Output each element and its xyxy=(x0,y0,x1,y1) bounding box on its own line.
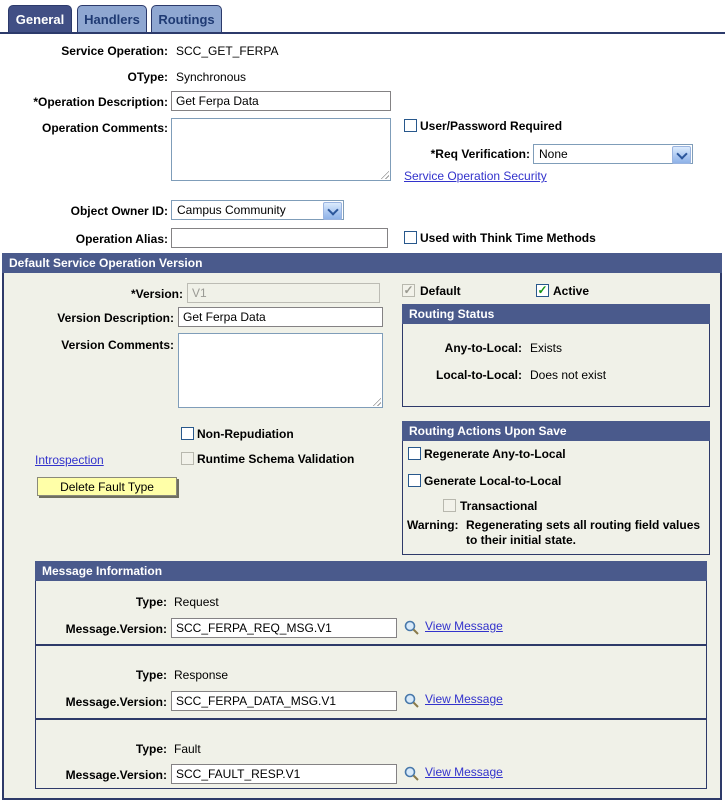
row-separator xyxy=(36,718,706,720)
view-message-link-request[interactable]: View Message xyxy=(425,619,503,633)
lookup-search-icon[interactable] xyxy=(404,620,419,636)
message-version-label: Message.Version: xyxy=(65,768,167,782)
default-checkbox xyxy=(402,284,415,297)
type-label: Type: xyxy=(135,668,167,682)
req-verification-dropdown[interactable] xyxy=(533,144,693,164)
object-owner-value: Campus Community xyxy=(177,203,286,217)
version-comments-label: Version Comments: xyxy=(61,338,174,352)
runtime-schema-checkbox xyxy=(181,452,194,465)
warning-text-line1: Regenerating sets all routing field values xyxy=(466,518,701,532)
default-version-header: Default Service Operation Version xyxy=(2,253,722,273)
object-owner-label: Object Owner ID: xyxy=(70,204,168,218)
local-to-local-label: Local-to-Local: xyxy=(436,368,522,382)
runtime-schema-label: Runtime Schema Validation xyxy=(197,452,355,466)
message-type-value: Fault xyxy=(174,742,201,756)
row-separator xyxy=(36,644,706,646)
tab-handlers[interactable] xyxy=(77,5,147,32)
version-description-label: Version Description: xyxy=(57,311,174,325)
message-version-label: Message.Version: xyxy=(65,622,167,636)
tab-general-label: General xyxy=(15,11,65,27)
dropdown-arrow-icon[interactable] xyxy=(323,202,342,220)
object-owner-dropdown[interactable] xyxy=(171,200,344,220)
default-label: Default xyxy=(420,284,461,298)
transactional-checkbox xyxy=(443,499,456,512)
transactional-label: Transactional xyxy=(460,499,538,513)
any-to-local-label: Any-to-Local: xyxy=(444,341,522,355)
resize-handle-icon[interactable] xyxy=(378,168,389,179)
tab-handlers-label: Handlers xyxy=(84,11,140,27)
type-label: Type: xyxy=(135,742,167,756)
version-description-input[interactable] xyxy=(178,307,383,327)
operation-alias-input[interactable] xyxy=(171,228,388,248)
view-message-link-fault[interactable]: View Message xyxy=(425,765,503,779)
otype-value: Synchronous xyxy=(176,70,247,84)
operation-description-input[interactable] xyxy=(171,91,391,111)
regenerate-any-to-local-checkbox[interactable] xyxy=(408,447,421,460)
introspection-link[interactable]: Introspection xyxy=(35,453,104,467)
delete-fault-type-button[interactable]: Delete Fault Type xyxy=(37,477,177,496)
non-repudiation-checkbox[interactable] xyxy=(181,427,194,440)
think-time-checkbox[interactable] xyxy=(404,231,417,244)
warning-label: Warning: xyxy=(407,518,459,532)
operation-description-label: *Operation Description: xyxy=(33,95,168,109)
service-operation-label: Service Operation: xyxy=(61,44,168,58)
otype-label: OType: xyxy=(127,70,168,84)
message-information-header: Message Information xyxy=(35,561,707,581)
generate-local-to-local-checkbox[interactable] xyxy=(408,474,421,487)
message-version-input-request[interactable] xyxy=(171,618,397,638)
tab-general[interactable] xyxy=(8,5,72,32)
view-message-link-response[interactable]: View Message xyxy=(425,692,503,706)
message-version-label: Message.Version: xyxy=(65,695,167,709)
regenerate-any-to-local-label: Regenerate Any-to-Local xyxy=(424,447,566,461)
service-operation-security-link[interactable]: Service Operation Security xyxy=(404,169,547,183)
user-password-label: User/Password Required xyxy=(420,119,563,133)
req-verification-label: *Req Verification: xyxy=(430,147,530,161)
operation-alias-label: Operation Alias: xyxy=(75,232,168,246)
version-label: *Version: xyxy=(130,287,183,301)
message-version-input-response[interactable] xyxy=(171,691,397,711)
non-repudiation-label: Non-Repudiation xyxy=(197,427,294,441)
operation-comments-textarea[interactable] xyxy=(171,118,391,181)
type-label: Type: xyxy=(135,595,167,609)
local-to-local-value: Does not exist xyxy=(530,368,607,382)
tab-routings-label: Routings xyxy=(158,11,215,27)
active-checkbox[interactable] xyxy=(536,284,549,297)
active-label: Active xyxy=(553,284,590,298)
lookup-search-icon[interactable] xyxy=(404,766,419,782)
warning-text-line2: to their initial state. xyxy=(466,533,577,547)
lookup-search-icon[interactable] xyxy=(404,693,419,709)
operation-comments-label: Operation Comments: xyxy=(41,121,168,135)
message-type-value: Response xyxy=(174,668,229,682)
message-type-value: Request xyxy=(174,595,219,609)
routing-actions-header: Routing Actions Upon Save xyxy=(402,421,710,441)
service-operation-value: SCC_GET_FERPA xyxy=(176,44,279,58)
routing-status-header: Routing Status xyxy=(402,304,710,324)
generate-local-to-local-label: Generate Local-to-Local xyxy=(424,474,562,488)
resize-handle-icon[interactable] xyxy=(370,395,381,406)
version-input xyxy=(187,283,380,303)
think-time-label: Used with Think Time Methods xyxy=(420,231,596,245)
dropdown-arrow-icon[interactable] xyxy=(672,146,691,164)
any-to-local-value: Exists xyxy=(530,341,563,355)
message-version-input-fault[interactable] xyxy=(171,764,397,784)
tab-routings[interactable] xyxy=(151,5,222,32)
req-verification-value: None xyxy=(539,147,568,161)
version-comments-textarea[interactable] xyxy=(178,333,383,408)
user-password-checkbox[interactable] xyxy=(404,119,417,132)
tab-underline xyxy=(0,32,725,34)
